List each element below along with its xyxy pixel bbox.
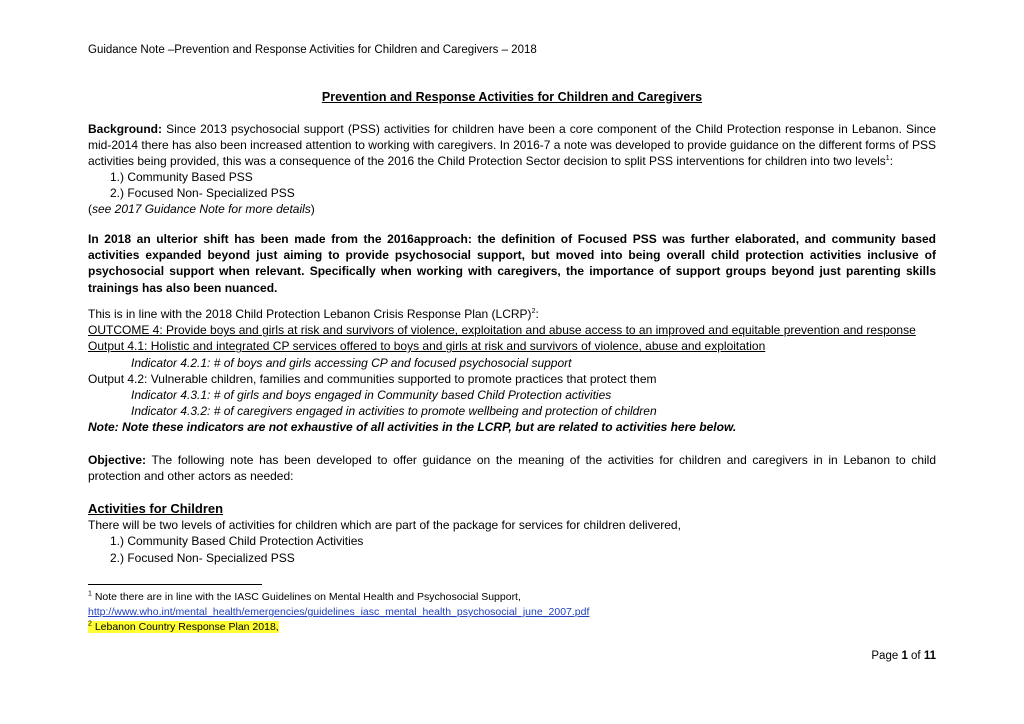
see-note: (see 2017 Guidance Note for more details) xyxy=(88,202,315,217)
indicator-4-3-1: Indicator 4.3.1: # of girls and boys engaged in Community based Child Protection activities xyxy=(131,388,612,403)
list-item: 2.) Focused Non- Specialized PSS xyxy=(110,550,295,565)
lcrp-section xyxy=(88,306,936,436)
objective-label: Objective: xyxy=(88,453,147,467)
indicator-4-3-2: Indicator 4.3.2: # of caregivers engaged in activities to promote wellbeing and protection of children xyxy=(131,404,657,419)
indicators-note: Note: Note these indicators are not exhaustive of all activities in the LCRP, but are related to activities here below. xyxy=(88,420,737,435)
activities-heading: Activities for Children xyxy=(88,501,224,516)
footnote-ref-2[interactable]: 2 xyxy=(531,308,536,315)
list-item: 2.) Focused Non- Specialized PSS xyxy=(110,186,295,201)
background-after: : xyxy=(889,154,894,169)
document-title: Prevention and Response Activities for Children and Caregivers xyxy=(321,90,703,104)
outcome-4: OUTCOME 4: Provide boys and girls at risk and survivors of violence, exploitation and abuse access to an improved and equitable prevention and response xyxy=(88,323,916,338)
objective-text: The following note has been developed to offer guidance on the meaning of the activities for children and caregivers in in Lebanon to child protection and other actors as needed: xyxy=(88,453,936,484)
footnote-1 xyxy=(88,590,589,635)
pss-level-list xyxy=(88,169,936,218)
indicator-4-2-1: Indicator 4.2.1: # of boys and girls accessing CP and focused psychosocial support xyxy=(131,355,572,370)
iasc-guidelines-link[interactable]: http://www.who.int/mental_health/emergencies/guidelines_iasc_mental_health_psychosocial_june_2007.pdf xyxy=(88,606,590,618)
page-total: 11 xyxy=(923,650,936,662)
footnote-ref-1[interactable]: 1 xyxy=(885,155,890,163)
footnote-mark-1: 1 xyxy=(88,590,92,598)
footnote-1-text: Note there are in line with the IASC Guidelines on Mental Health and Psychosocial Support, xyxy=(91,591,521,603)
footnote-divider xyxy=(88,584,262,585)
output-4-1: Output 4.1: Holistic and integrated CP services offered to boys and girls at risk and survivors of violence, abuse and exploitation xyxy=(88,339,766,354)
shift-paragraph: In 2018 an ulterior shift has been made from the 2016approach: the definition of Focused PSS was further elaborated, and community based activities expanded beyond just aiming to provide psychosocial support, but moved into being overall child protection activities inclusive of psychosocial support when relevant. Specifically when working with caregivers, the importance of support groups beyond just parenting skills trainings has also been nuanced. xyxy=(88,232,936,295)
output-4-2: Output 4.2: Vulnerable children, families and communities supported to promote practices that protect them xyxy=(88,371,657,386)
page-current: 1 xyxy=(901,650,908,662)
activities-section xyxy=(88,501,936,566)
background-text: Since 2013 psychosocial support (PSS) activities for children have been a core component of the Child Protection response in Lebanon. Since mid-2014 there has also been increased attention to working with caregivers. In 2016-7 a note was developed to provide guidance on the different forms of PSS activities being provided, this was a consequence of the 2016 the Child Protection Sector decision to split PSS interventions for children into two levels xyxy=(88,122,936,169)
background-label: Background: xyxy=(88,122,163,136)
running-header: Guidance Note –Prevention and Response Activities for Children and Caregivers – 2018 xyxy=(88,44,537,56)
list-item: 1.) Community Based PSS xyxy=(110,170,253,184)
footnote-2-text: Lebanon Country Response Plan 2018, xyxy=(91,621,279,633)
footnote-mark-2: 2 xyxy=(88,620,92,628)
see-note-italic: see 2017 Guidance Note for more details xyxy=(92,202,311,217)
lcrp-intro: This is in line with the 2018 Child Protection Lebanon Crisis Response Plan (LCRP)$^2$: xyxy=(88,307,539,321)
page-number: Page 1 of 11 xyxy=(871,650,936,662)
activities-intro: There will be two levels of activities for children which are part of the package for services for children delivered, xyxy=(88,518,681,533)
objective-paragraph xyxy=(88,452,936,484)
footnote-2 xyxy=(88,621,279,633)
background-paragraph xyxy=(88,121,936,170)
list-item: 1.) Community Based Child Protection Activities xyxy=(110,534,364,549)
